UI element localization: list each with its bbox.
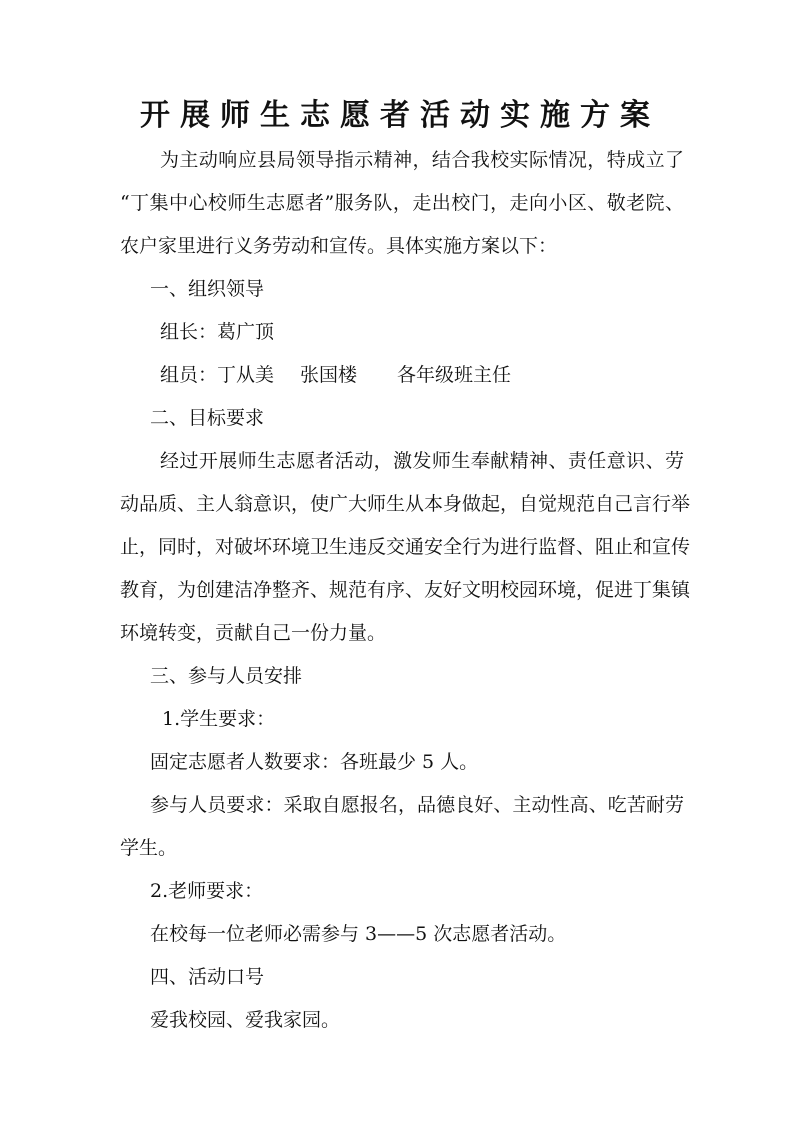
- document-title: 开展师生志愿者活动实施方案: [140, 98, 660, 133]
- section2-line-5: 环境转变，贡献自己一份力量。: [120, 622, 387, 644]
- section4-heading: 四、活动口号: [150, 966, 265, 988]
- teachers-requirement: 在校每一位老师必需参与 3——5 次志愿者活动。: [150, 923, 567, 945]
- member-class-teachers: 各年级班主任: [397, 364, 512, 386]
- section2-line-1: 经过开展师生志愿者活动，激发师生奉献精神、责任意识、劳: [160, 450, 684, 472]
- teachers-heading: 2.老师要求：: [150, 880, 264, 902]
- intro-line-2: “丁集中心校师生志愿者”服务队，走出校门，走向小区、敬老院、: [120, 192, 684, 214]
- intro-line-1: 为主动响应县局领导指示精神，结合我校实际情况，特成立了: [160, 149, 684, 171]
- slogan: 爱我校园、爱我家园。: [150, 1009, 341, 1031]
- members-label: 组员：丁从美: [160, 364, 275, 386]
- members-line: [160, 361, 511, 389]
- section2-line-2: 动品质、主人翁意识，使广大师生从本身做起，自觉规范自己言行举: [120, 493, 691, 515]
- section3-heading: 三、参与人员安排: [150, 665, 303, 687]
- intro-line-3: 农户家里进行义务劳动和宣传。具体实施方案以下：: [120, 235, 558, 257]
- section2-heading: 二、目标要求: [150, 407, 265, 429]
- students-heading: 1.学生要求：: [162, 708, 276, 730]
- students-requirement-line-1: 参与人员要求：采取自愿报名，品德良好、主动性高、吃苦耐劳: [150, 794, 684, 816]
- section2-line-3: 止，同时，对破坏环境卫生违反交通安全行为进行监督、阻止和宣传: [120, 536, 691, 558]
- section1-heading: 一、组织领导: [150, 278, 265, 300]
- students-requirement-line-2: 学生。: [120, 837, 178, 859]
- leader-line: 组长：葛广顶: [160, 321, 275, 343]
- member-zhang: 张国楼: [300, 364, 358, 386]
- students-fixed-count: 固定志愿者人数要求：各班最少 5 人。: [150, 751, 479, 773]
- section2-line-4: 教育，为创建洁净整齐、规范有序、友好文明校园环境，促进丁集镇: [120, 579, 691, 601]
